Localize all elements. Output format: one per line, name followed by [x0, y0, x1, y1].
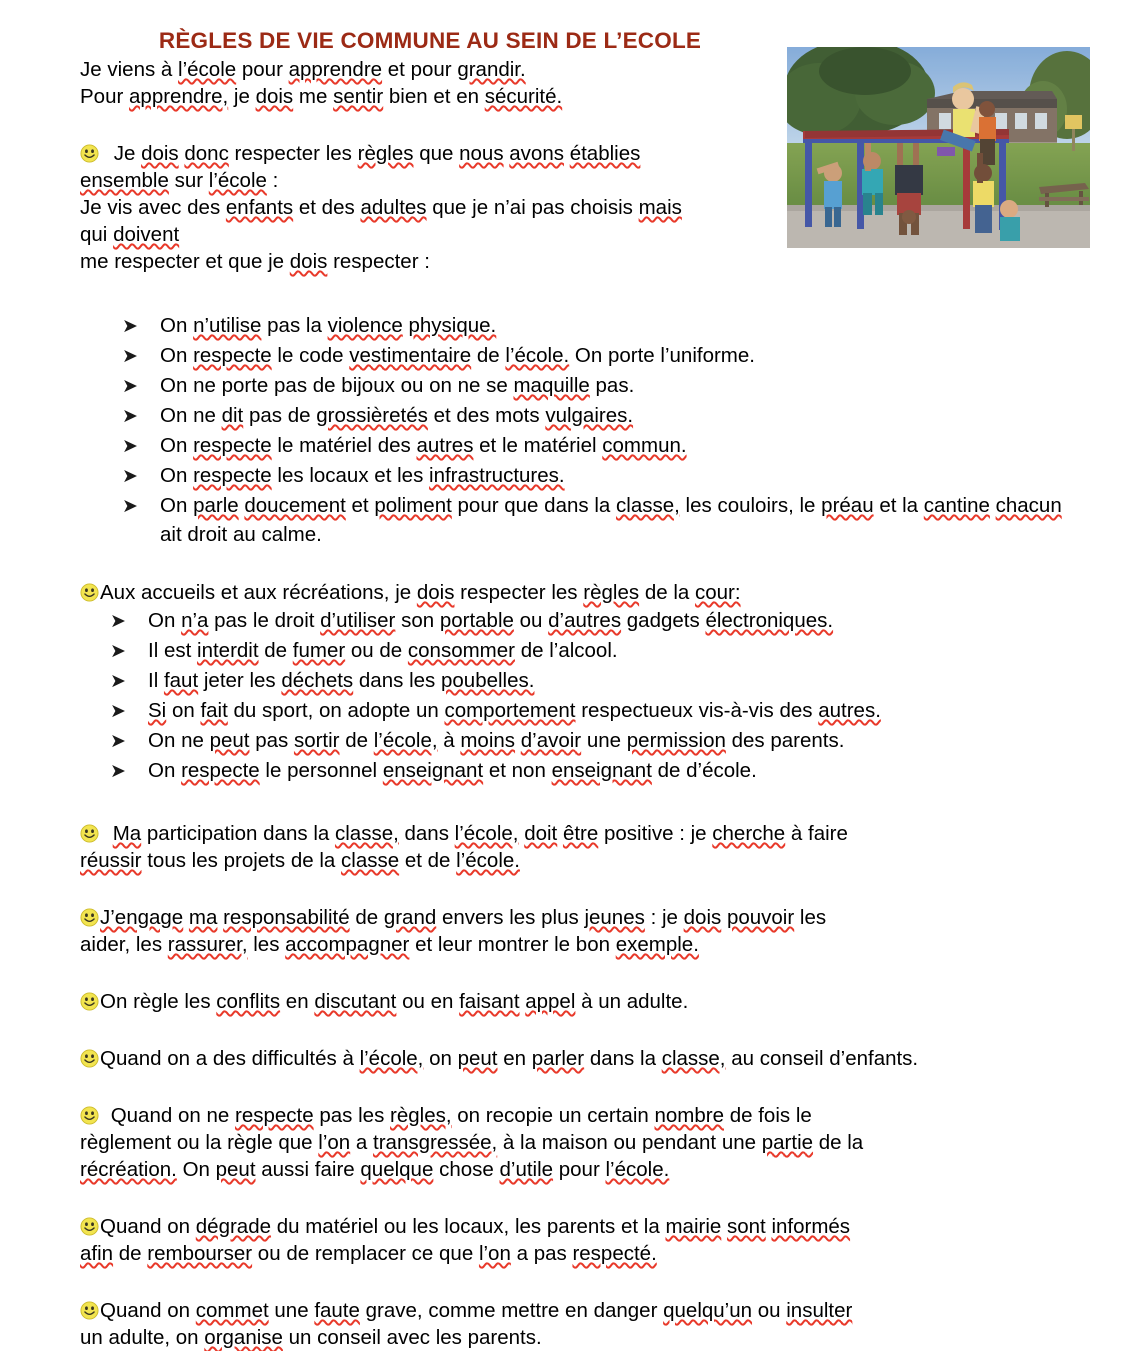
list-item	[110, 696, 1080, 726]
rule-text: On parle doucement et poliment pour que dans la classe, les couloirs, le préau et la cantine chacun ait droit au calme.	[160, 494, 1062, 546]
list-item	[110, 606, 1080, 636]
spellcheck-underline: rassurer,	[167, 933, 248, 956]
spellcheck-underline: doivent	[113, 223, 180, 246]
spellcheck-underline: respecte	[181, 759, 260, 782]
spellcheck-underline: parle	[193, 494, 239, 517]
spellcheck-underline: Ma	[112, 822, 142, 845]
spacer	[80, 958, 1080, 988]
arrowhead-bullet-icon: ➤	[122, 496, 138, 517]
paragraph-line-1: Quand on commet une faute grave, comme mettre en danger quelqu’un ou insulter	[100, 1299, 853, 1322]
spellcheck-underline: l’école	[208, 169, 267, 192]
spellcheck-underline: sentir	[333, 85, 384, 108]
smiley-face-glyph	[80, 992, 99, 1011]
rules-intro-line-4: qui doivent	[80, 223, 180, 246]
spacer	[80, 874, 1080, 904]
paragraph-responsabilite	[80, 904, 1080, 958]
spellcheck-underline: mairie	[665, 1215, 722, 1238]
paragraph-participation	[80, 820, 1080, 874]
spellcheck-underline: l’on	[478, 1242, 511, 1265]
spellcheck-underline: nous	[459, 142, 504, 165]
spellcheck-underline: respecte	[193, 434, 272, 457]
smiley-face-glyph	[80, 1217, 99, 1236]
spellcheck-underline: classe,	[661, 1047, 726, 1070]
spellcheck-underline: accompagner	[285, 933, 410, 956]
rules-intro-line-2: ensemble sur l’école :	[80, 169, 279, 192]
paragraph-line-1: J’engage ma responsabilité de grand envers les plus jeunes : je dois pouvoir les	[100, 906, 827, 929]
spellcheck-underline: récréation.	[80, 1158, 177, 1181]
spellcheck-underline: responsabilité	[223, 906, 350, 929]
playground-heading-row	[80, 579, 1080, 606]
spellcheck-underline: interdit	[197, 639, 259, 662]
spellcheck-underline: sont	[727, 1215, 766, 1238]
spellcheck-underline: comportement	[444, 699, 576, 722]
spellcheck-underline: organise	[204, 1326, 283, 1349]
spellcheck-underline: l’école,	[373, 729, 438, 752]
spellcheck-underline: doucement	[244, 494, 346, 517]
spacer	[80, 549, 1080, 579]
spellcheck-underline: préau	[821, 494, 874, 517]
spellcheck-underline: violence	[327, 314, 403, 337]
spellcheck-underline: permission	[626, 729, 726, 752]
arrowhead-bullet-icon: ➤	[122, 436, 138, 457]
spellcheck-underline: apprendre	[288, 58, 383, 81]
spellcheck-underline: exemple.	[615, 933, 699, 956]
spellcheck-underline: avons	[509, 142, 564, 165]
spellcheck-underline: dois	[289, 250, 328, 273]
spellcheck-underline: respecte	[235, 1104, 314, 1127]
spellcheck-underline: d’utile	[499, 1158, 554, 1181]
spellcheck-underline: sécurité.	[484, 85, 563, 108]
spellcheck-underline: physique.	[408, 314, 497, 337]
list-item	[122, 401, 1080, 431]
smiley-face-icon	[80, 144, 99, 163]
paragraph-line-row	[80, 1297, 1080, 1324]
spellcheck-underline: peut	[209, 729, 250, 752]
list-item	[122, 431, 1080, 461]
spellcheck-underline: ensemble	[80, 169, 169, 192]
spellcheck-underline: J’engage	[100, 906, 184, 929]
arrowhead-bullet-icon: ➤	[122, 466, 138, 487]
paragraph-line-2: règlement ou la règle que l’on a transgressée, à la maison ou pendant une partie de la	[80, 1131, 864, 1154]
list-item	[122, 311, 1080, 341]
spellcheck-underline: règles	[357, 142, 414, 165]
spellcheck-underline: faisant	[459, 990, 520, 1013]
intro-block	[80, 56, 1080, 110]
spellcheck-underline: pouvoir	[726, 906, 795, 929]
paragraph-line-row	[80, 904, 1080, 931]
paragraph-line-1: On règle les conflits en discutant ou en faisant appel à un adulte.	[100, 990, 689, 1013]
spellcheck-underline: l’école.	[505, 344, 570, 367]
spellcheck-underline: enseignant	[382, 759, 484, 782]
arrowhead-bullet-icon: ➤	[110, 671, 126, 692]
spellcheck-underline: dois	[683, 906, 722, 929]
spellcheck-underline: l’école,	[454, 822, 519, 845]
smiley-face-icon	[80, 1301, 99, 1320]
spellcheck-underline: autres	[416, 434, 474, 457]
rules-intro-line-1-row	[80, 140, 1080, 167]
rule-text: On respecte le personnel enseignant et non enseignant de d’école.	[148, 759, 757, 782]
arrowhead-bullet-icon: ➤	[110, 761, 126, 782]
spellcheck-underline: discutant	[314, 990, 397, 1013]
smiley-face-icon	[80, 583, 99, 602]
paragraph-line-3: récréation. On peut aussi faire quelque chose d’utile pour l’école.	[80, 1158, 670, 1181]
rule-text: On n’utilise pas la violence physique.	[160, 314, 497, 337]
smiley-face-glyph	[80, 1301, 99, 1320]
rule-text: On ne peut pas sortir de l’école, à moins d’avoir une permission des parents.	[148, 729, 845, 752]
spellcheck-underline: informés	[771, 1215, 851, 1238]
list-item	[110, 726, 1080, 756]
rules-list	[122, 311, 1080, 549]
playground-rules-list	[110, 606, 1080, 786]
spellcheck-underline: l’école	[178, 58, 237, 81]
list-item	[110, 636, 1080, 666]
arrowhead-bullet-icon: ➤	[110, 731, 126, 752]
spellcheck-underline: enfants	[225, 196, 294, 219]
spellcheck-underline: dois	[141, 142, 179, 165]
spellcheck-underline: doit	[524, 822, 558, 845]
spellcheck-underline: d’autres	[548, 609, 622, 632]
spellcheck-underline: cherche	[712, 822, 786, 845]
paragraph-line-2: afin de rembourser ou de remplacer ce que l’on a pas respecté.	[80, 1242, 657, 1265]
spellcheck-underline: jeunes	[584, 906, 645, 929]
spellcheck-underline: partie	[761, 1131, 814, 1154]
paragraph-line-2: aider, les rassurer, les accompagner et leur montrer le bon exemple.	[80, 933, 699, 956]
spellcheck-underline: grossièretés	[316, 404, 428, 427]
spellcheck-underline: peut	[457, 1047, 498, 1070]
spellcheck-underline: apprendre,	[129, 85, 229, 108]
spellcheck-underline: consommer	[407, 639, 515, 662]
list-item	[122, 371, 1080, 401]
spellcheck-underline: faut	[163, 669, 199, 692]
spellcheck-underline: d’utiliser	[320, 609, 396, 632]
smiley-face-icon	[80, 992, 99, 1011]
paragraph-line-row	[80, 820, 1080, 847]
paragraph-line-2: réussir tous les projets de la classe et de l’école.	[80, 849, 520, 872]
rule-text: On ne porte pas de bijoux ou on ne se maquille pas.	[160, 374, 635, 397]
spellcheck-underline: respecté.	[572, 1242, 657, 1265]
spellcheck-underline: dit	[221, 404, 244, 427]
spellcheck-underline: règles,	[390, 1104, 452, 1127]
spacer	[80, 786, 1080, 820]
spellcheck-underline: enseignant	[551, 759, 652, 782]
list-item	[122, 491, 1080, 549]
playground-section	[80, 579, 1080, 786]
smiley-face-glyph	[80, 583, 99, 602]
spacer	[80, 1015, 1080, 1045]
list-item	[122, 461, 1080, 491]
paragraph-line-row	[80, 1045, 1080, 1072]
smiley-face-icon	[80, 1049, 99, 1068]
spacer	[80, 1267, 1080, 1297]
rule-text: On n’a pas le droit d’utiliser son portable ou d’autres gadgets électroniques.	[148, 609, 834, 632]
spellcheck-underline: appel	[525, 990, 576, 1013]
paragraph-degradation	[80, 1213, 1080, 1267]
spacer	[80, 1072, 1080, 1102]
arrowhead-bullet-icon: ➤	[110, 641, 126, 662]
spellcheck-underline: sortir	[293, 729, 340, 752]
arrowhead-bullet-icon: ➤	[122, 406, 138, 427]
spellcheck-underline: conflits	[216, 990, 281, 1013]
intro-line-1: Je viens à l’école pour apprendre et pour grandir.	[80, 58, 526, 81]
spellcheck-underline: dois	[416, 581, 455, 604]
rules-intro-line-1: Je dois donc respecter les règles que nous avons établies	[113, 142, 641, 165]
arrowhead-bullet-icon: ➤	[122, 346, 138, 367]
paragraph-difficultes	[80, 1045, 1080, 1072]
paragraph-line-row	[80, 1102, 1080, 1129]
spellcheck-underline: l’on	[318, 1131, 351, 1154]
smiley-face-icon	[80, 1106, 99, 1125]
arrowhead-bullet-icon: ➤	[110, 611, 126, 632]
spellcheck-underline: classe,	[334, 822, 399, 845]
spellcheck-underline: fumer	[292, 639, 346, 662]
spellcheck-underline: poliment	[374, 494, 452, 517]
spellcheck-underline: classe,	[616, 494, 680, 517]
spellcheck-underline: nombre	[654, 1104, 724, 1127]
spellcheck-underline: autres.	[818, 699, 881, 722]
smiley-face-glyph	[80, 908, 99, 927]
smiley-face-glyph	[80, 1106, 99, 1125]
smiley-face-icon	[80, 824, 99, 843]
spellcheck-underline: quelqu’un	[663, 1299, 753, 1322]
spellcheck-underline: afin	[80, 1242, 114, 1265]
spellcheck-underline: portable	[439, 609, 514, 632]
rule-text: Si on fait du sport, on adopte un comportement respectueux vis-à-vis des autres.	[148, 699, 881, 722]
spellcheck-underline: n’utilise	[193, 314, 262, 337]
paragraph-line-2: un adulte, on organise un conseil avec les parents.	[80, 1326, 542, 1349]
spellcheck-underline: respecte	[193, 464, 272, 487]
spacer	[80, 1183, 1080, 1213]
spellcheck-underline: commet	[195, 1299, 269, 1322]
spellcheck-underline: l’école.	[456, 849, 520, 872]
spellcheck-underline: déchets	[281, 669, 354, 692]
spellcheck-underline: l’école.	[605, 1158, 670, 1181]
spellcheck-underline: établies	[569, 142, 641, 165]
spellcheck-underline: infrastructures.	[429, 464, 565, 487]
smiley-face-glyph	[80, 824, 99, 843]
spellcheck-underline: moins	[460, 729, 516, 752]
spellcheck-underline: cour:	[695, 581, 741, 604]
spellcheck-underline: insulter	[786, 1299, 853, 1322]
paragraph-line-1: Quand on ne respecte pas les règles, on recopie un certain nombre de fois le	[110, 1104, 812, 1127]
rule-text: Il est interdit de fumer ou de consommer de l’alcool.	[148, 639, 618, 662]
paragraph-conflits	[80, 988, 1080, 1015]
paragraph-line-1: Quand on dégrade du matériel ou les locaux, les parents et la mairie sont informés	[100, 1215, 851, 1238]
spellcheck-underline: vestimentaire	[349, 344, 472, 367]
spellcheck-underline: dois	[255, 85, 294, 108]
spellcheck-underline: maquille	[513, 374, 590, 397]
rule-text: On respecte le code vestimentaire de l’école. On porte l’uniforme.	[160, 344, 755, 367]
spellcheck-underline: donc	[184, 142, 229, 165]
page-title: RÈGLES DE VIE COMMUNE AU SEIN DE L’ECOLE	[158, 28, 702, 53]
playground-heading: Aux accueils et aux récréations, je dois respecter les règles de la cour:	[100, 581, 741, 604]
spellcheck-underline: poubelles.	[440, 669, 535, 692]
rules-intro-block	[80, 140, 1080, 275]
spellcheck-underline: quelque	[360, 1158, 434, 1181]
spellcheck-underline: électroniques.	[705, 609, 834, 632]
spacer	[80, 275, 1080, 302]
spellcheck-underline: réussir	[80, 849, 142, 872]
spellcheck-underline: dégrade	[195, 1215, 272, 1238]
spellcheck-underline: règles	[583, 581, 640, 604]
spellcheck-underline: grand	[383, 906, 437, 929]
arrowhead-bullet-icon: ➤	[110, 701, 126, 722]
rule-text: On respecte les locaux et les infrastructures.	[160, 464, 565, 487]
rules-intro-line-3: Je vis avec des enfants et des adultes que je n’ai pas choisis mais	[80, 196, 682, 219]
spellcheck-underline: classe	[341, 849, 400, 872]
spellcheck-underline: Si	[148, 699, 167, 722]
list-item	[110, 666, 1080, 696]
arrowhead-bullet-icon: ➤	[122, 376, 138, 397]
spellcheck-underline: vulgaires.	[545, 404, 634, 427]
spellcheck-underline: n’a	[181, 609, 209, 632]
spellcheck-underline: peut	[215, 1158, 256, 1181]
list-item	[122, 341, 1080, 371]
spellcheck-underline: chacun	[995, 494, 1062, 517]
smiley-face-icon	[80, 1217, 99, 1236]
list-item	[110, 756, 1080, 786]
spellcheck-underline: cantine	[923, 494, 990, 517]
paragraph-line-row	[80, 988, 1080, 1015]
spellcheck-underline: fait	[200, 699, 228, 722]
spellcheck-underline: parler	[531, 1047, 585, 1070]
spellcheck-underline: transgressée,	[373, 1131, 498, 1154]
spellcheck-underline: grandir.	[457, 58, 526, 81]
spellcheck-underline: d’avoir	[520, 729, 582, 752]
arrowhead-bullet-icon: ➤	[122, 316, 138, 337]
spellcheck-underline: ma	[188, 906, 218, 929]
spellcheck-underline: commun.	[602, 434, 687, 457]
spellcheck-underline: respecte	[193, 344, 272, 367]
document-body	[80, 56, 1080, 1351]
smiley-face-icon	[80, 908, 99, 927]
spellcheck-underline: rembourser	[147, 1242, 253, 1265]
rule-text: On respecte le matériel des autres et le matériel commun.	[160, 434, 687, 457]
smiley-face-glyph	[80, 144, 99, 163]
rule-text: On ne dit pas de grossièretés et des mots vulgaires.	[160, 404, 634, 427]
paragraph-faute-grave	[80, 1297, 1080, 1351]
paragraph-line-1: Ma participation dans la classe, dans l’école, doit être positive : je cherche à faire	[112, 822, 848, 845]
smiley-face-glyph	[80, 1049, 99, 1068]
rules-intro-line-5: me respecter et que je dois respecter :	[80, 250, 430, 273]
rule-text: Il faut jeter les déchets dans les poubelles.	[148, 669, 535, 692]
spellcheck-underline: faute	[314, 1299, 360, 1322]
spellcheck-underline: mais	[638, 196, 682, 219]
spellcheck-underline: adultes	[360, 196, 427, 219]
spacer	[80, 110, 1080, 140]
intro-line-2: Pour apprendre, je dois me sentir bien et en sécurité.	[80, 85, 563, 108]
paragraph-line-1: Quand on a des difficultés à l’école, on peut en parler dans la classe, au conseil d’enfants.	[100, 1047, 919, 1070]
spellcheck-underline: être	[562, 822, 599, 845]
paragraph-sanctions	[80, 1102, 1080, 1183]
spellcheck-underline: l’école,	[359, 1047, 424, 1070]
paragraph-line-row	[80, 1213, 1080, 1240]
